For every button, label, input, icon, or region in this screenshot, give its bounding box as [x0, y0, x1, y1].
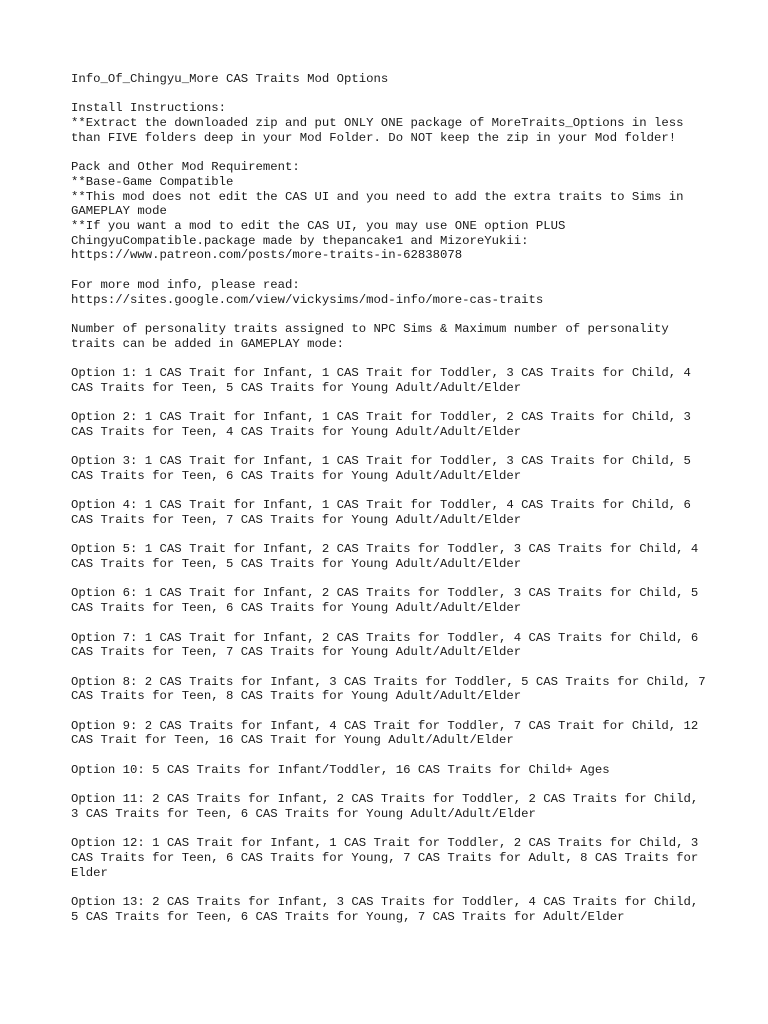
option-text: Option 8: 2 CAS Traits for Infant, 3 CAS Traits for Toddler, 5 CAS Traits for Child, 7 CAS Traits for Teen, 8 CAS Traits for Young Adult/Adult/Elder [71, 674, 714, 704]
requirement-item: **If you want a mod to edit the CAS UI, you may use ONE option PLUS ChingyuCompatible.package made by thepancake1 and MizoreYukii: [71, 219, 573, 248]
option-text: Option 13: 2 CAS Traits for Infant, 3 CAS Traits for Toddler, 4 CAS Traits for Child, 5 CAS Traits for Teen, 6 CAS Traits for Young, 7 CAS Traits for Adult/Elder [71, 895, 706, 924]
option-text: Option 4: 1 CAS Trait for Infant, 1 CAS Trait for Toddler, 4 CAS Traits for Child, 6 CAS Traits for Teen, 7 CAS Traits for Young Adult/Adult/Elder [71, 498, 699, 527]
option-item [71, 366, 708, 395]
requirements-section [71, 160, 708, 263]
option-item [71, 586, 708, 615]
option-item [71, 454, 708, 483]
info-section [71, 278, 708, 307]
document-title-block [71, 72, 708, 87]
option-item [71, 674, 714, 704]
option-item [71, 763, 708, 778]
option-item [71, 836, 708, 880]
info-link[interactable]: https://sites.google.com/view/vickysims/mod-info/more-cas-traits [71, 292, 544, 307]
option-text: Option 3: 1 CAS Trait for Infant, 1 CAS Trait for Toddler, 3 CAS Traits for Child, 5 CAS Traits for Teen, 6 CAS Traits for Young Adult/Adult/Elder [71, 454, 699, 483]
requirement-item: **Base-Game Compatible [71, 174, 234, 189]
install-section [71, 101, 708, 145]
option-text: Option 9: 2 CAS Traits for Infant, 4 CAS Trait for Toddler, 7 CAS Trait for Child, 12 CAS Trait for Teen, 16 CAS Trait for Young Adult/Adult/Elder [71, 718, 706, 748]
install-body: **Extract the downloaded zip and put ONLY ONE package of MoreTraits_Options in less than FIVE folders deep in your Mod Folder. Do NOT keep the zip in your Mod folder! [71, 116, 691, 145]
option-text: Option 1: 1 CAS Trait for Infant, 1 CAS Trait for Toddler, 3 CAS Traits for Child, 4 CAS Traits for Teen, 5 CAS Traits for Young Adult/Adult/Elder [71, 365, 699, 395]
option-item [71, 498, 708, 527]
option-text: Option 12: 1 CAS Trait for Infant, 1 CAS Trait for Toddler, 2 CAS Traits for Child, 3 CAS Traits for Teen, 6 CAS Traits for Young, 7 CAS Traits for Adult, 8 CAS Traits for Elder [71, 836, 706, 880]
option-item [71, 895, 708, 924]
info-text: For more mod info, please read: [71, 277, 300, 292]
option-text: Option 7: 1 CAS Trait for Infant, 2 CAS Traits for Toddler, 4 CAS Traits for Child, 6 CAS Traits for Teen, 7 CAS Traits for Young Adult/Adult/Elder [71, 630, 706, 660]
option-text: Option 11: 2 CAS Traits for Infant, 2 CAS Traits for Toddler, 2 CAS Traits for Child, 3 CAS Traits for Teen, 6 CAS Traits for Young Adult/Adult/Elder [71, 792, 706, 821]
install-heading: Install Instructions: [71, 101, 226, 116]
options-intro: Number of personality traits assigned to NPC Sims & Maximum number of personality traits can be added in GAMEPLAY mode: [71, 321, 677, 351]
option-item [71, 410, 708, 439]
option-text: Option 2: 1 CAS Trait for Infant, 1 CAS Trait for Toddler, 2 CAS Traits for Child, 3 CAS Traits for Teen, 4 CAS Traits for Young Adult/Adult/Elder [71, 410, 699, 439]
patreon-link[interactable]: https://www.patreon.com/posts/more-traits-in-62838078 [71, 248, 463, 263]
option-item [71, 542, 708, 571]
option-text: Option 5: 1 CAS Trait for Infant, 2 CAS Traits for Toddler, 3 CAS Traits for Child, 4 CAS Traits for Teen, 5 CAS Traits for Young Adult/Adult/Elder [71, 542, 706, 572]
requirements-heading: Pack and Other Mod Requirement: [71, 160, 300, 175]
option-text: Option 6: 1 CAS Trait for Infant, 2 CAS Traits for Toddler, 3 CAS Traits for Child, 5 CAS Traits for Teen, 6 CAS Traits for Young Adult/Adult/Elder [71, 586, 706, 616]
document-title: Info_Of_Chingyu_More CAS Traits Mod Options [71, 72, 389, 86]
requirement-item: **This mod does not edit the CAS UI and you need to add the extra traits to Sims in GAMEPLAY mode [71, 189, 691, 219]
option-item [71, 719, 708, 748]
option-item [71, 631, 708, 660]
option-text: Option 10: 5 CAS Traits for Infant/Toddler, 16 CAS Traits for Child+ Ages [71, 762, 610, 777]
options-intro-block [71, 322, 708, 351]
option-item [71, 792, 708, 821]
